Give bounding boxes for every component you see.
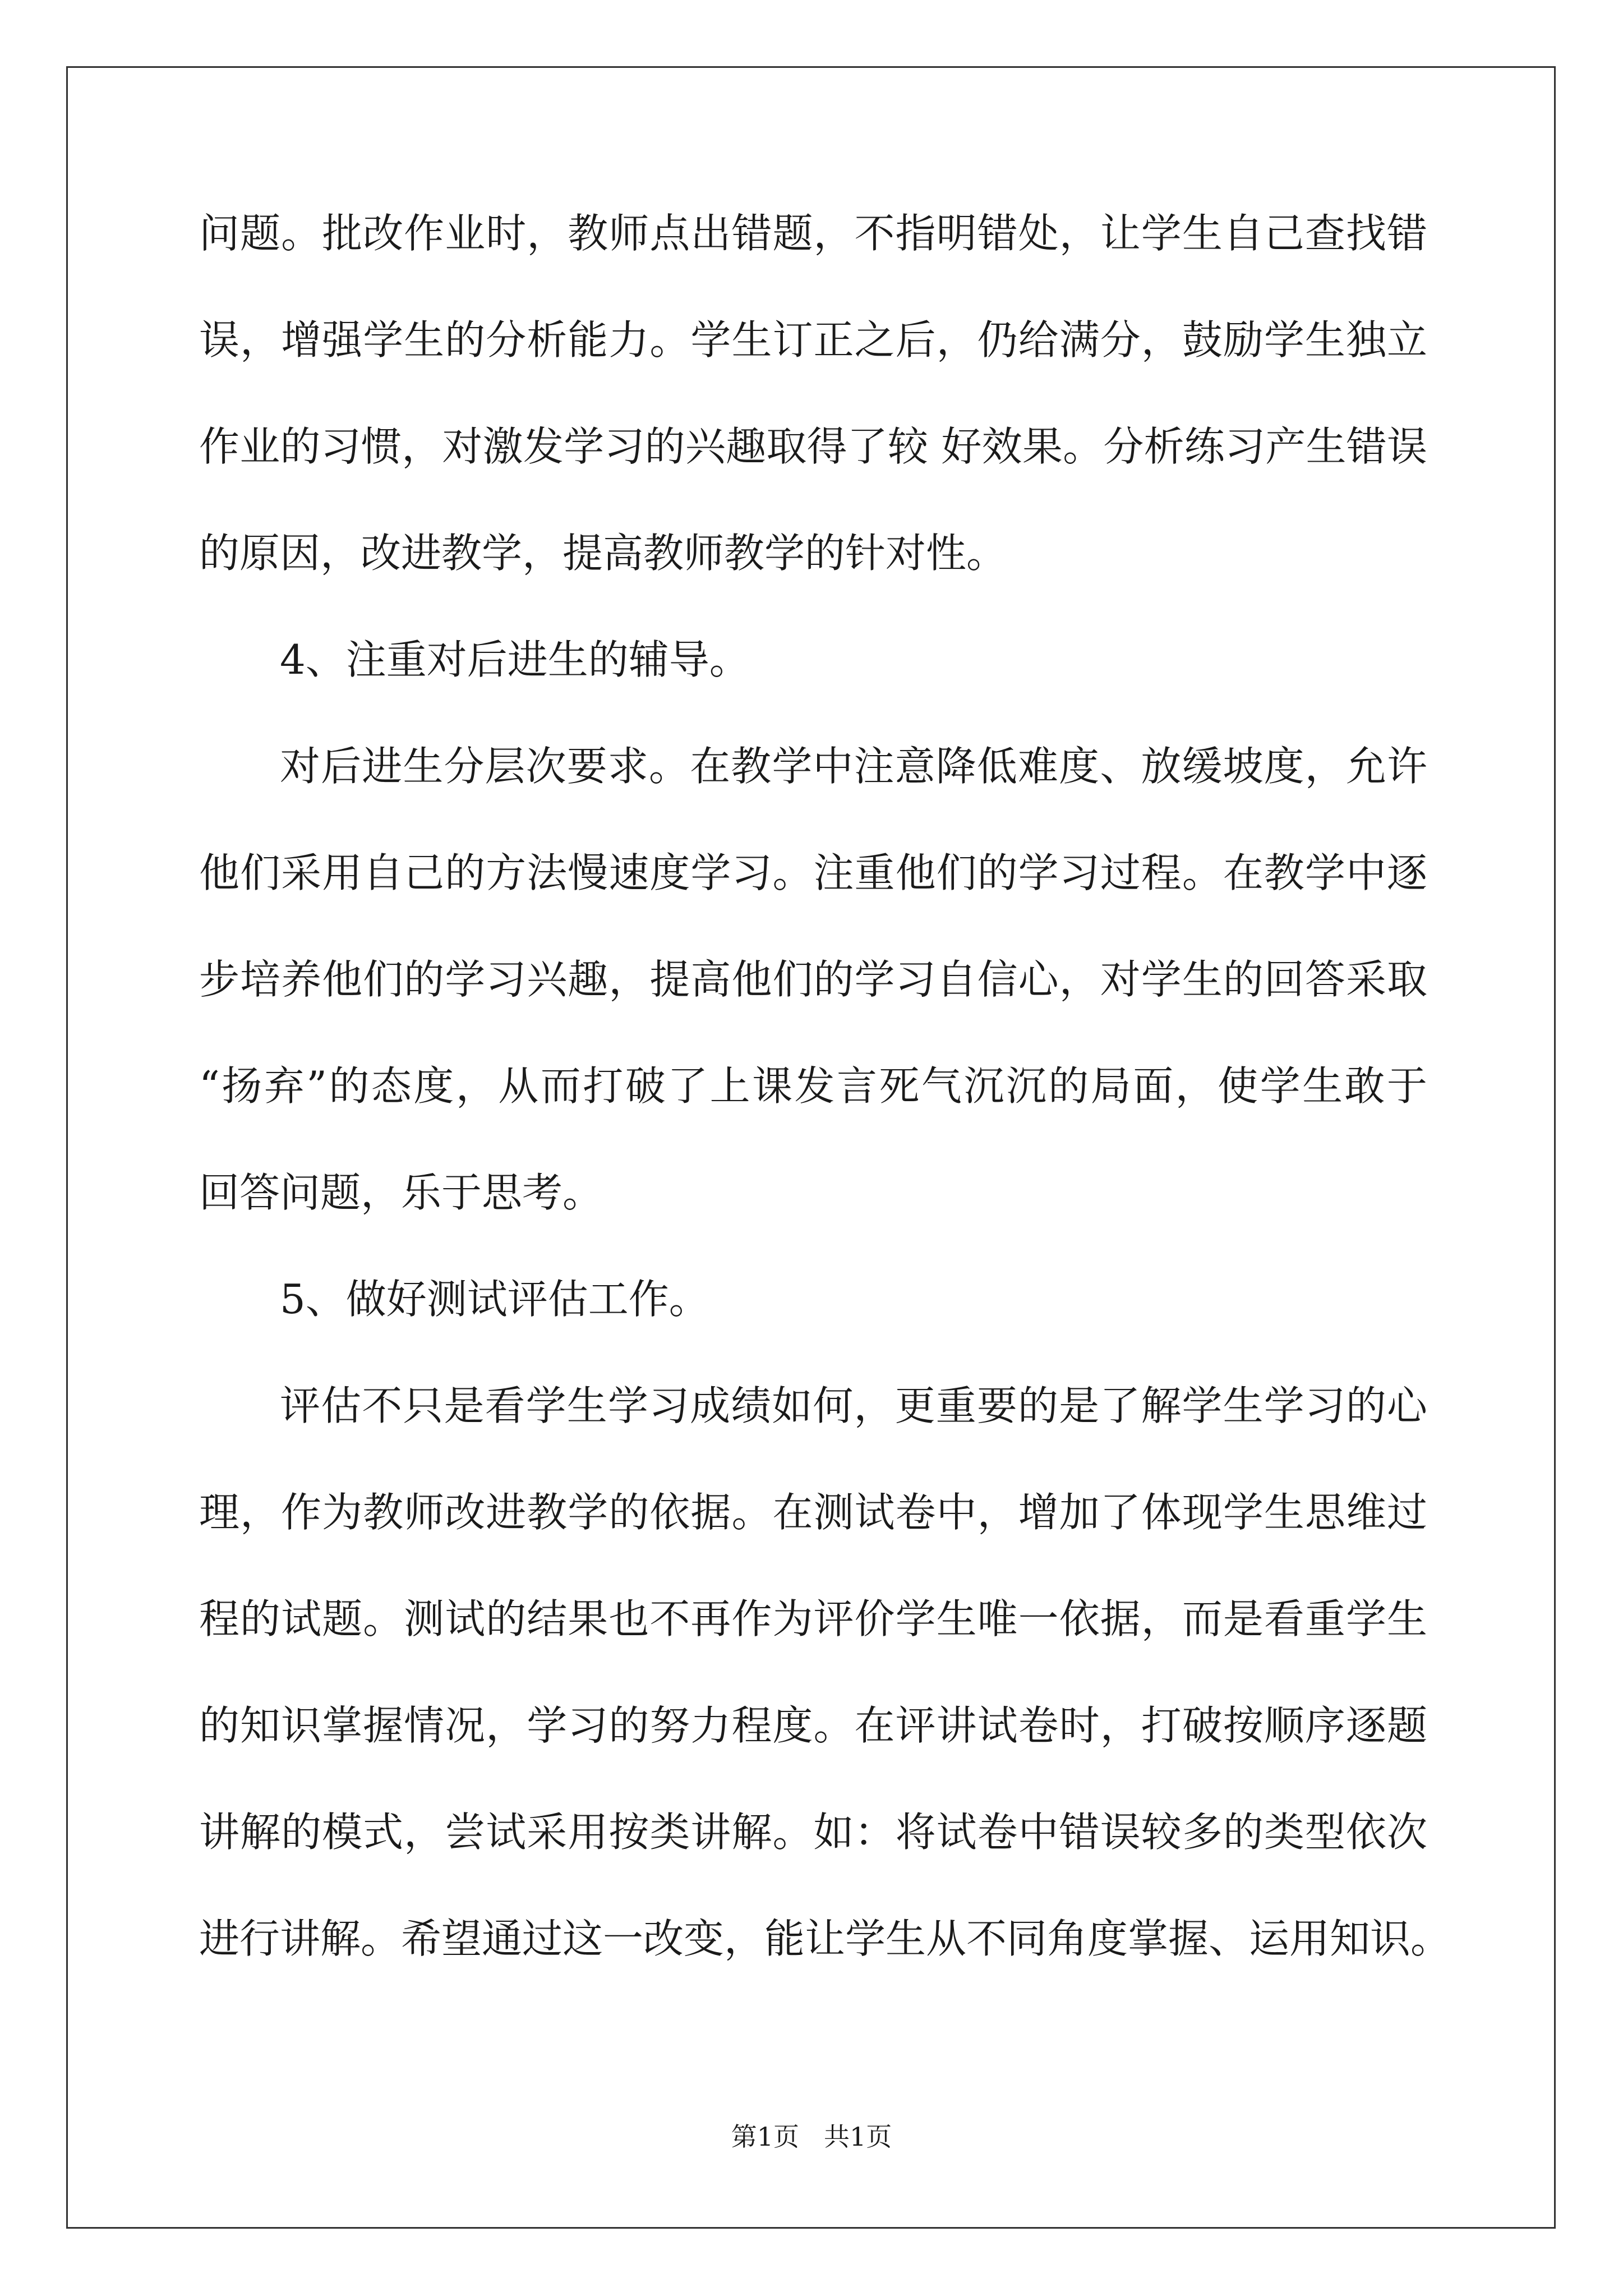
paragraph-line: 评估不只是看学生学习成绩如何，更重要的是了解学生学习的心 [280, 1382, 1427, 1429]
paragraph-line: 作业的习惯，对激发学习的兴趣取得了较 好效果。分析练习产生错误 [199, 423, 1427, 470]
paragraph-line: 的原因，改进教学，提高教师教学的针对性。 [199, 530, 1007, 577]
page-footer [0, 2124, 1623, 2150]
document-body [199, 210, 1451, 2025]
paragraph-line: 对后进生分层次要求。在教学中注意降低难度、放缓坡度，允许 [280, 743, 1427, 790]
paragraph-line: 问题。批改作业时，教师点出错题，不指明错处，让学生自己查找错 [199, 210, 1427, 257]
paragraph-line: 进行讲解。希望通过这一改变，能让学生从不同角度掌握、运用知识。 [199, 1915, 1451, 1962]
paragraph-line: 回答问题，乐于思考。 [199, 1169, 603, 1216]
paragraph-line: 误，增强学生的分析能力。学生订正之后，仍给满分，鼓励学生独立 [199, 316, 1427, 364]
paragraph-line: “扬弃”的态度，从而打破了上课发言死气沉沉的局面，使学生敢于 [199, 1062, 1427, 1110]
paragraph-line: 的知识掌握情况，学习的努力程度。在评讲试卷时，打破按顺序逐题 [199, 1702, 1427, 1749]
section-heading-5: 5、做好测试评估工作。 [280, 1276, 709, 1323]
paragraph-line: 步培养他们的学习兴趣，提高他们的学习自信心，对学生的回答采取 [199, 956, 1427, 1003]
page-total: 共1页 [824, 2122, 892, 2152]
paragraph-line: 他们采用自己的方法慢速度学习。注重他们的学习过程。在教学中逐 [199, 849, 1427, 896]
paragraph-line: 理，作为教师改进教学的依据。在测试卷中，增加了体现学生思维过 [199, 1489, 1427, 1536]
paragraph-line: 程的试题。测试的结果也不再作为评价学生唯一依据，而是看重学生 [199, 1595, 1427, 1642]
paragraph-line: 讲解的模式，尝试采用按类讲解。如：将试卷中错误较多的类型依次 [199, 1809, 1427, 1856]
section-heading-4: 4、注重对后进生的辅导。 [280, 636, 750, 683]
page-number: 第1页 [731, 2122, 799, 2152]
